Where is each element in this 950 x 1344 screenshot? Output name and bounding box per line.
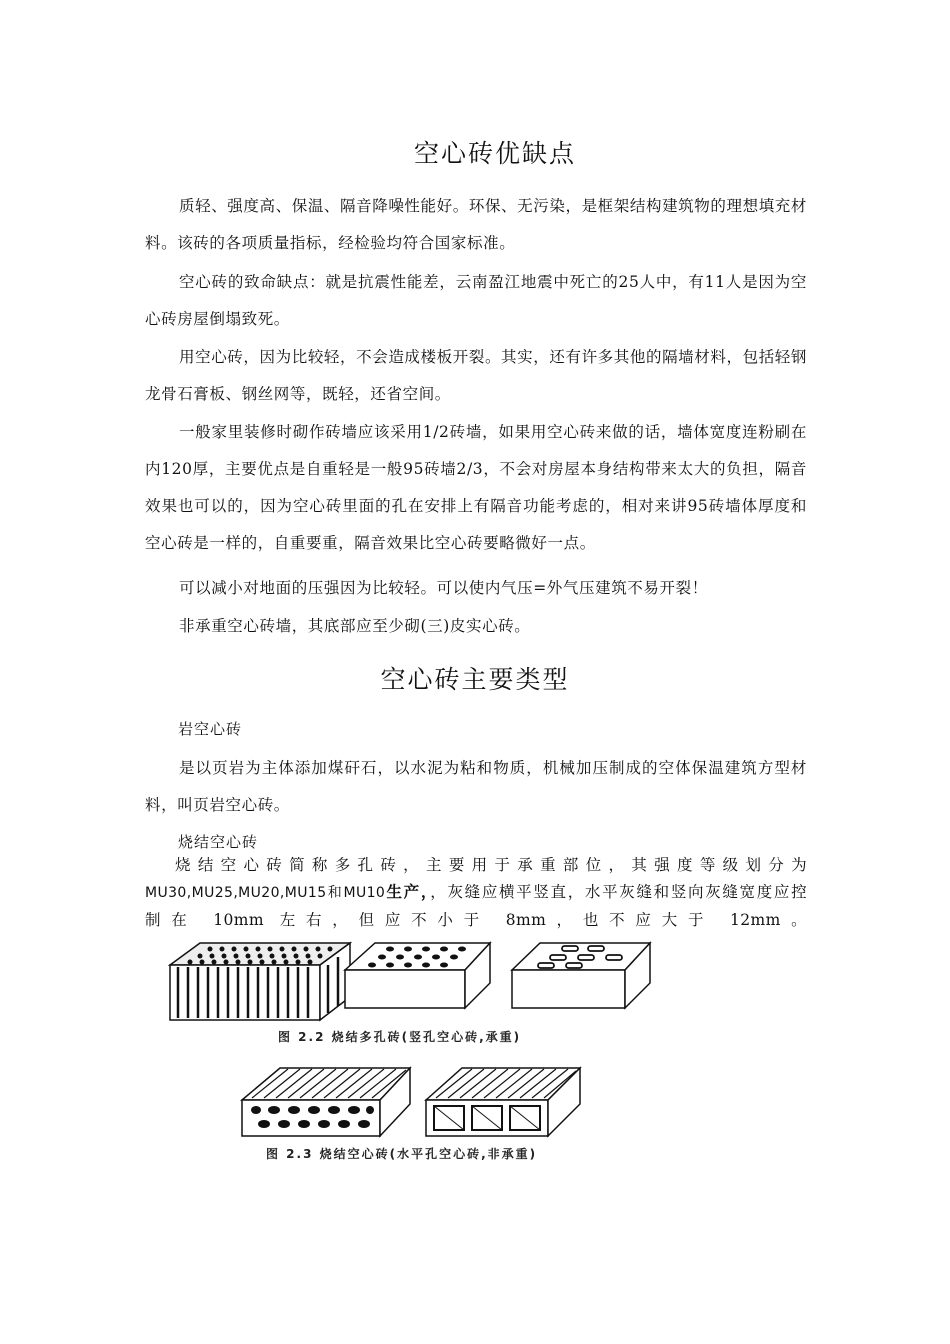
- paragraph-6: 非承重空心砖墙，其底部应至少砌(三)皮实心砖。: [179, 617, 531, 635]
- mortar-text: ，灰缝应横平竖直，水平灰缝和竖向灰缝宽度应控: [430, 883, 807, 901]
- title-advantages: 空心砖优缺点: [413, 139, 576, 168]
- production-label: 生产，: [385, 883, 431, 901]
- subheading-shale-brick: 岩空心砖: [178, 720, 243, 738]
- brick-round-holes-illustration: [345, 943, 490, 1008]
- brick-dense-perforated-illustration: [170, 943, 350, 1020]
- paragraph-2: 空心砖的致命缺点：就是抗震性能差，云南盈江地震中死亡的25人中，有11人是因为空心砖房屋倒塌致死。: [145, 273, 807, 328]
- fired-brick-line-2: [145, 879, 807, 907]
- brick-rectangular-cavity-illustration: [426, 1068, 580, 1136]
- fired-brick-line-3: 制在 10mm 左右，但应不小于 8mm，也不应大于 12mm。: [145, 911, 807, 929]
- paragraph-4: 一般家里装修时砌作砖墙应该采用1/2砖墙，如果用空心砖来做的话，墙体宽度连粉刷在内120厚，主要优点是自重轻是一般95砖墙2/3，不会对房屋本身结构带来太大的负担，隔音效果也可以的，因为空心砖里面的孔在安排上有隔音功能考虑的，相对来讲95砖墙体厚度和空心砖是一样的，自重要重，隔音效果比空心砖要略微好一点。: [145, 423, 807, 552]
- paragraph-3: 用空心砖，因为比较轻，不会造成楼板开裂。其实，还有许多其他的隔墙材料，包括轻钢龙骨石膏板、钢丝网等，既轻，还省空间。: [145, 348, 807, 403]
- paragraph-fired-brick: [145, 852, 807, 934]
- paragraph-shale-brick: 是以页岩为主体添加煤矸石，以水泥为粘和物质，机械加压制成的空体保温建筑方型材料，叫页岩空心砖。: [145, 759, 807, 814]
- subheading-fired-brick: 烧结空心砖: [178, 833, 259, 851]
- brick-slot-holes-illustration: [512, 943, 650, 1008]
- fired-brick-line-1: 烧结空心砖简称多孔砖，主要用于承重部位，其强度等级划分为: [175, 856, 807, 874]
- paragraph-1: 质轻、强度高、保温、隔音降噪性能好。环保、无污染，是框架结构建筑物的理想填充材料。该砖的各项质量指标，经检验均符合国家标准。: [145, 197, 807, 252]
- brick-horizontal-holes-illustration: [242, 1068, 410, 1136]
- figure-2-2-caption: 图 2.2 烧结多孔砖(竖孔空心砖,承重): [278, 1030, 522, 1044]
- paragraph-5: 可以减小对地面的压强因为比较轻。可以使内气压=外气压建筑不易开裂！: [179, 579, 708, 597]
- figure-hollow-bricks: [230, 1060, 610, 1145]
- figure-2-3-caption: 图 2.3 烧结空心砖(水平孔空心砖,非承重): [266, 1147, 538, 1161]
- figure-perforated-bricks: [160, 935, 720, 1030]
- grade-list: MU30,MU25,MU20,MU15和MU10: [145, 885, 386, 901]
- title-types: 空心砖主要类型: [380, 665, 570, 694]
